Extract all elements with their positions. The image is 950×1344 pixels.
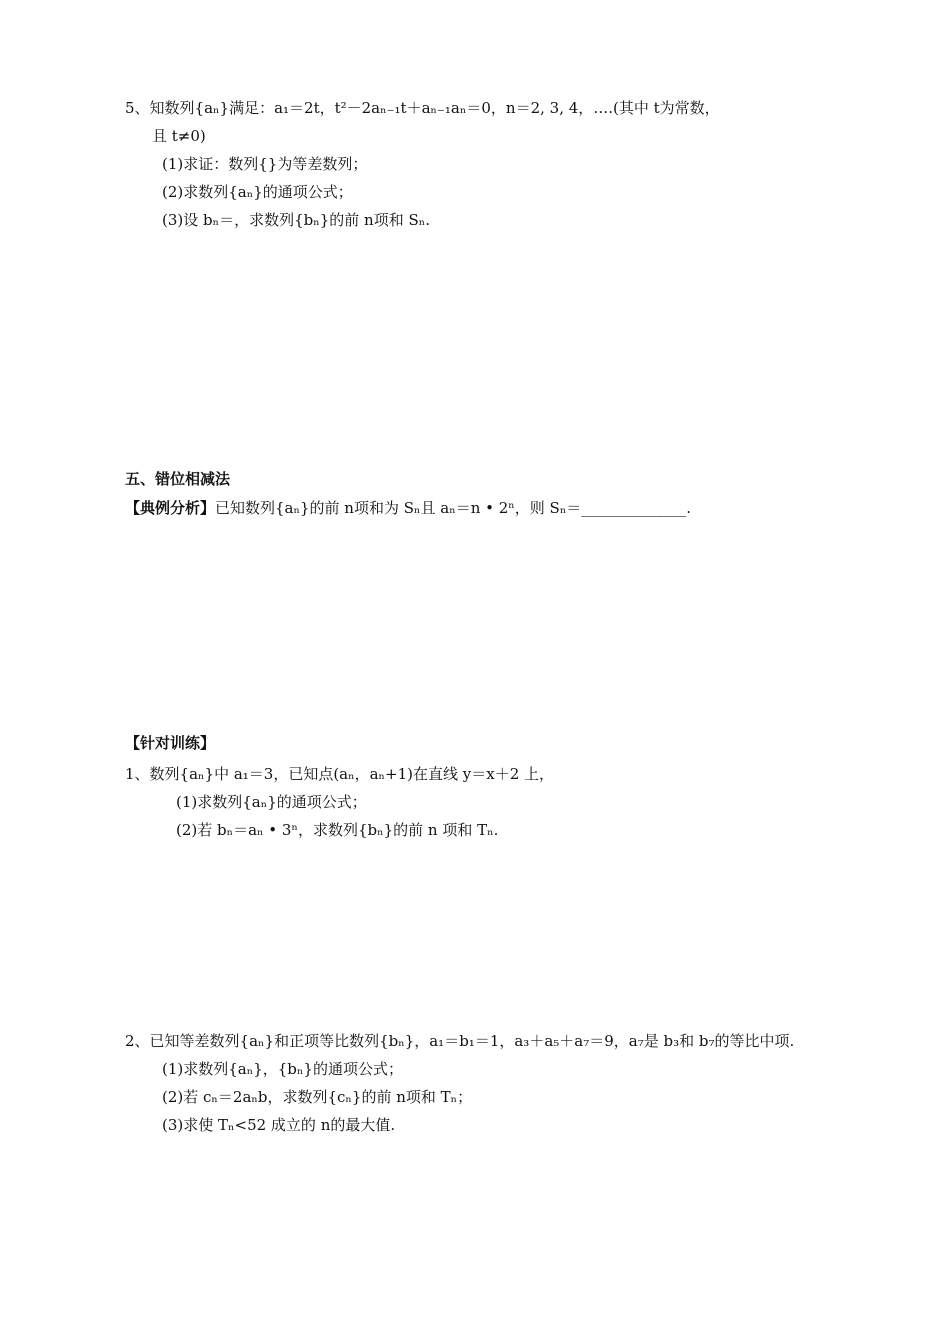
example-analysis — [125, 498, 691, 518]
question-2-part-2: (2)若 cₙ＝2aₙb，求数列{cₙ}的前 n项和 Tₙ； — [162, 1088, 473, 1106]
problem-5-statement: 5、知数列{aₙ}满足：a₁＝2t，t²－2aₙ₋₁t＋aₙ₋₁aₙ＝0，n＝2, 3, 4，….(其中 t为常数， — [125, 99, 720, 117]
section-heading: 五、错位相减法 — [125, 470, 231, 488]
question-1-part-2: (2)若 bₙ＝aₙ • 3ⁿ，求数列{bₙ}的前 n 项和 Tₙ. — [176, 821, 499, 839]
question-1-part-1: (1)求数列{aₙ}的通项公式； — [176, 793, 367, 811]
example-label: 【典例分析】 — [125, 499, 216, 517]
example-text: 已知数列{aₙ}的前 n项和为 Sₙ且 aₙ＝n • 2ⁿ，则 Sₙ＝______________. — [215, 499, 692, 517]
question-2-part-3: (3)求使 Tₙ<52 成立的 n的最大值. — [162, 1116, 396, 1134]
problem-5-part-2: (2)求数列{aₙ}的通项公式； — [162, 183, 353, 201]
question-2-statement: 2、已知等差数列{aₙ}和正项等比数列{bₙ}，a₁＝b₁＝1，a₃＋a₅＋a₇＝9，a₇是 b₃和 b₇的等比中项. — [125, 1032, 795, 1050]
problem-5-part-3: (3)设 bₙ＝，求数列{bₙ}的前 n项和 Sₙ. — [162, 211, 431, 229]
question-1-statement: 1、数列{aₙ}中 a₁＝3，已知点(aₙ，aₙ+1)在直线 y＝x＋2 上， — [125, 765, 555, 783]
question-2-part-1: (1)求数列{aₙ}，{bₙ}的通项公式； — [162, 1060, 403, 1078]
problem-5-part-1: (1)求证：数列{}为等差数列； — [162, 155, 368, 173]
training-heading: 【针对训练】 — [125, 734, 216, 752]
problem-5-condition: 且 t≠0) — [152, 127, 206, 145]
